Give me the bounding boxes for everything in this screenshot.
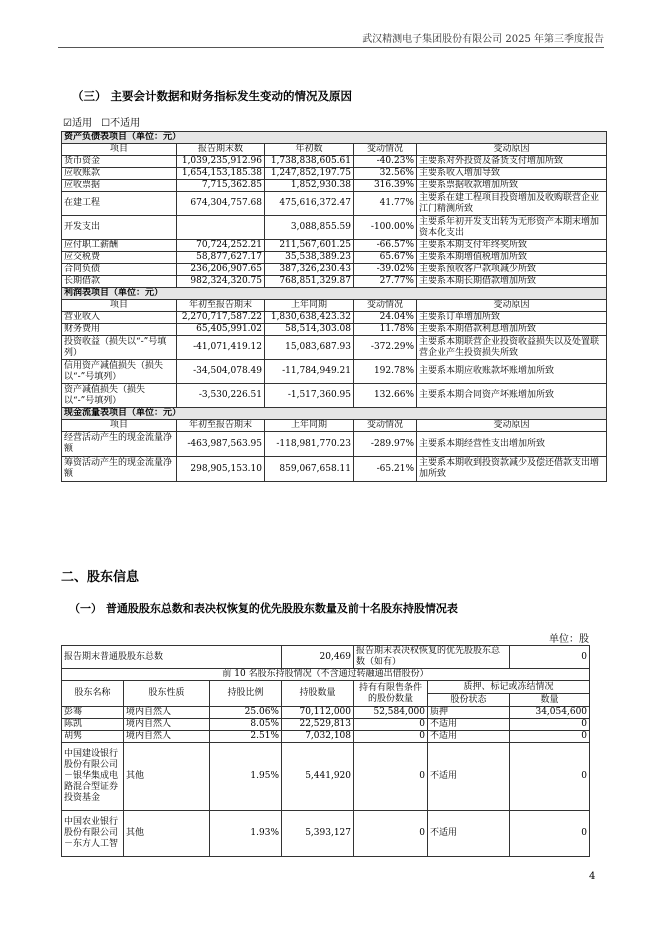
item-cell: 应收票据 bbox=[62, 180, 177, 192]
item-cell: 营业收入 bbox=[62, 312, 177, 324]
holder-restricted-cell: 0 bbox=[354, 719, 428, 731]
change-cell: 11.78% bbox=[354, 324, 417, 336]
current-value-cell: 70,724,252.21 bbox=[177, 240, 265, 252]
holder-count-cell: 34,054,600 bbox=[510, 707, 590, 719]
item-cell: 信用资产减值损失（损失以“-”号填列） bbox=[62, 360, 177, 384]
table-row bbox=[62, 811, 590, 857]
holder-count-cell: 0 bbox=[510, 731, 590, 743]
change-cell: 132.66% bbox=[354, 384, 417, 408]
top10-caption: 前 10 名股东持股情况（不含通过转融通出借股份） bbox=[62, 669, 590, 681]
table-row bbox=[62, 264, 607, 276]
prior-value-cell: 1,830,638,423.32 bbox=[265, 312, 354, 324]
holder-name-cell: 胡隽 bbox=[62, 731, 124, 743]
current-value-cell bbox=[177, 216, 265, 240]
current-value-cell: -34,504,078.49 bbox=[177, 360, 265, 384]
change-cell: -66.57% bbox=[354, 240, 417, 252]
table-row bbox=[62, 360, 607, 384]
change-cell: 32.56% bbox=[354, 168, 417, 180]
item-cell: 应收账款 bbox=[62, 168, 177, 180]
col-header-count: 数量 bbox=[510, 694, 590, 707]
prior-value-cell: 387,326,230.43 bbox=[265, 264, 354, 276]
col-header-ratio: 持股比例 bbox=[210, 681, 282, 707]
holder-name-cell: 彭骞 bbox=[62, 707, 124, 719]
col-header-nature: 股东性质 bbox=[124, 681, 210, 707]
col-header-prior: 上年同期 bbox=[265, 420, 354, 432]
holder-status-cell: 不适用 bbox=[428, 743, 510, 811]
current-value-cell: -41,071,419.12 bbox=[177, 336, 265, 360]
prior-value-cell: 3,088,855.59 bbox=[265, 216, 354, 240]
item-cell: 长期借款 bbox=[62, 276, 177, 288]
col-header-current: 报告期末数 bbox=[177, 144, 265, 156]
holder-nature-cell: 境内自然人 bbox=[124, 719, 210, 731]
prior-value-cell: 211,567,601.25 bbox=[265, 240, 354, 252]
not-applicable-checkbox[interactable]: ☐不适用 bbox=[101, 118, 141, 129]
holder-count-cell: 0 bbox=[510, 719, 590, 731]
total-holders-value: 20,469 bbox=[282, 646, 354, 669]
table-row bbox=[62, 731, 590, 743]
col-header-change: 变动情况 bbox=[354, 300, 417, 312]
pref-holders-value: 0 bbox=[510, 646, 590, 669]
reason-cell: 主要系预收客户款项减少所致 bbox=[417, 264, 607, 276]
reason-cell: 主要系对外投资及备货支付增加所致 bbox=[417, 156, 607, 168]
table-row bbox=[62, 457, 607, 482]
current-value-cell: 7,715,362.85 bbox=[177, 180, 265, 192]
section2-heading: 二、股东信息 bbox=[61, 570, 140, 585]
holder-nature-cell: 其他 bbox=[124, 743, 210, 811]
prior-value-cell: 1,738,838,605.61 bbox=[265, 156, 354, 168]
col-header-restricted: 持有有限售条件的股份数量 bbox=[354, 681, 428, 707]
holder-restricted-cell: 52,584,000 bbox=[354, 707, 428, 719]
holder-name-cell: 陈凯 bbox=[62, 719, 124, 731]
item-cell: 货币资金 bbox=[62, 156, 177, 168]
current-value-cell: -3,530,226.51 bbox=[177, 384, 265, 408]
balance-sheet-header-row bbox=[62, 144, 607, 156]
financial-changes-table bbox=[61, 131, 607, 482]
change-cell: 41.77% bbox=[354, 192, 417, 216]
item-cell: 财务费用 bbox=[62, 324, 177, 336]
item-cell: 应付职工薪酬 bbox=[62, 240, 177, 252]
holder-restricted-cell: 0 bbox=[354, 731, 428, 743]
holder-name-cell: 中国建设银行股份有限公司－银华集成电路混合型证券投资基金 bbox=[62, 743, 124, 811]
holder-name-cell: 中国农业银行股份有限公司－东方人工智 bbox=[62, 811, 124, 857]
section-title: （三） 主要会计数据和财务指标发生变动的情况及原因 bbox=[72, 89, 353, 103]
item-cell: 投资收益（损失以“-”号填列） bbox=[62, 336, 177, 360]
reason-cell: 主要系本期收到投资款减少及偿还借款支出增加所致 bbox=[417, 457, 607, 482]
holder-ratio-cell: 1.95% bbox=[210, 743, 282, 811]
prior-value-cell: 58,514,303.08 bbox=[265, 324, 354, 336]
item-cell: 应交税费 bbox=[62, 252, 177, 264]
col-header-reason: 变动原因 bbox=[417, 144, 607, 156]
col-header-pledge: 质押、标记或冻结情况 bbox=[428, 681, 590, 694]
current-value-cell: 674,304,757.68 bbox=[177, 192, 265, 216]
pref-holders-label: 报告期末表决权恢复的优先股股东总数（如有） bbox=[354, 646, 510, 669]
reason-cell: 主要系收入增加导致 bbox=[417, 168, 607, 180]
col-header-change: 变动情况 bbox=[354, 420, 417, 432]
item-cell: 在建工程 bbox=[62, 192, 177, 216]
table-row bbox=[62, 180, 607, 192]
change-cell: -100.00% bbox=[354, 216, 417, 240]
reason-cell: 主要系在建工程项目投资增加及收购联营企业江门精测所致 bbox=[417, 192, 607, 216]
holder-ratio-cell: 2.51% bbox=[210, 731, 282, 743]
col-header-qty: 持股数量 bbox=[282, 681, 354, 707]
prior-value-cell: -11,784,949.21 bbox=[265, 360, 354, 384]
current-value-cell: 236,206,907.65 bbox=[177, 264, 265, 276]
col-header-prior: 年初数 bbox=[265, 144, 354, 156]
holder-qty-cell: 70,112,000 bbox=[282, 707, 354, 719]
holder-qty-cell: 5,441,920 bbox=[282, 743, 354, 811]
page-number: 4 bbox=[589, 871, 596, 882]
change-cell: 65.67% bbox=[354, 252, 417, 264]
col-header-prior: 上年同期 bbox=[265, 300, 354, 312]
prior-value-cell: 35,538,389.23 bbox=[265, 252, 354, 264]
holder-status-cell: 不适用 bbox=[428, 719, 510, 731]
change-cell: 24.04% bbox=[354, 312, 417, 324]
holder-restricted-cell: 0 bbox=[354, 743, 428, 811]
col-header-status: 股份状态 bbox=[428, 694, 510, 707]
reason-cell: 主要系本期联营企业投资收益损失以及处置联营企业产生投资损失所致 bbox=[417, 336, 607, 360]
item-cell: 筹资活动产生的现金流量净额 bbox=[62, 457, 177, 482]
prior-value-cell: 475,616,372.47 bbox=[265, 192, 354, 216]
holder-count-cell: 0 bbox=[510, 811, 590, 857]
cash-flow-section-label: 现金流量表项目（单位：元） bbox=[62, 408, 607, 420]
col-header-name: 股东名称 bbox=[62, 681, 124, 707]
table-row bbox=[62, 216, 607, 240]
col-header-change: 变动情况 bbox=[354, 144, 417, 156]
prior-value-cell: 859,067,658.11 bbox=[265, 457, 354, 482]
col-header-item: 项目 bbox=[62, 144, 177, 156]
col-header-reason: 变动原因 bbox=[417, 420, 607, 432]
balance-sheet-section-label: 资产负债表项目（单位：元） bbox=[62, 132, 607, 144]
reason-cell: 主要系本期借款利息增加所致 bbox=[417, 324, 607, 336]
table-row bbox=[62, 743, 590, 811]
balance-sheet-section-row bbox=[62, 132, 607, 144]
current-value-cell: 298,905,153.10 bbox=[177, 457, 265, 482]
table-row bbox=[62, 384, 607, 408]
item-cell: 合同负债 bbox=[62, 264, 177, 276]
col-header-item: 项目 bbox=[62, 300, 177, 312]
change-cell: -372.29% bbox=[354, 336, 417, 360]
unit-label: 单位：股 bbox=[549, 634, 589, 645]
reason-cell: 主要系本期长期借款增加所致 bbox=[417, 276, 607, 288]
holder-nature-cell: 境内自然人 bbox=[124, 731, 210, 743]
change-cell: 316.39% bbox=[354, 180, 417, 192]
reason-cell: 主要系本期合同资产坏账增加所致 bbox=[417, 384, 607, 408]
income-statement-section-label: 利润表项目（单位：元） bbox=[62, 288, 607, 300]
applicability-line bbox=[63, 114, 146, 129]
income-statement-header-row bbox=[62, 300, 607, 312]
table-row bbox=[62, 707, 590, 719]
current-value-cell: -463,987,563.95 bbox=[177, 432, 265, 457]
current-value-cell: 58,877,627.17 bbox=[177, 252, 265, 264]
holder-ratio-cell: 1.93% bbox=[210, 811, 282, 857]
table-row bbox=[62, 432, 607, 457]
change-cell: -40.23% bbox=[354, 156, 417, 168]
table-row bbox=[62, 240, 607, 252]
prior-value-cell: 15,083,687.93 bbox=[265, 336, 354, 360]
table-row bbox=[62, 168, 607, 180]
holder-status-cell: 不适用 bbox=[428, 731, 510, 743]
holder-nature-cell: 境内自然人 bbox=[124, 707, 210, 719]
col-header-reason: 变动原因 bbox=[417, 300, 607, 312]
reason-cell: 主要系本期增值税增加所致 bbox=[417, 252, 607, 264]
cash-flow-header-row bbox=[62, 420, 607, 432]
table-row bbox=[62, 192, 607, 216]
income-statement-section-row bbox=[62, 288, 607, 300]
report-header: 武汉精测电子集团股份有限公司 2025 年第三季度报告 bbox=[362, 34, 604, 45]
reason-cell: 主要系本期应收账款坏账增加所致 bbox=[417, 360, 607, 384]
prior-value-cell: -118,981,770.23 bbox=[265, 432, 354, 457]
section2-subheading: （一） 普通股股东总数和表决权恢复的优先股股东数量及前十名股东持股情况表 bbox=[69, 602, 458, 615]
prior-value-cell: 1,247,852,197.75 bbox=[265, 168, 354, 180]
reason-cell: 主要系订单增加所致 bbox=[417, 312, 607, 324]
current-value-cell: 1,654,153,185.38 bbox=[177, 168, 265, 180]
change-cell: -289.97% bbox=[354, 432, 417, 457]
applicable-checkbox[interactable]: ☑适用 bbox=[63, 118, 92, 129]
col-header-current: 年初至报告期末 bbox=[177, 420, 265, 432]
reason-cell: 主要系本期支付年终奖所致 bbox=[417, 240, 607, 252]
table-row bbox=[62, 312, 607, 324]
holder-qty-cell: 5,393,127 bbox=[282, 811, 354, 857]
prior-value-cell: 768,851,329.87 bbox=[265, 276, 354, 288]
prior-value-cell: 1,852,930.38 bbox=[265, 180, 354, 192]
holder-count-cell: 0 bbox=[510, 743, 590, 811]
holder-restricted-cell: 0 bbox=[354, 811, 428, 857]
table-row bbox=[62, 252, 607, 264]
reason-cell: 主要系年初开发支出转为无形资产本期末增加资本化支出 bbox=[417, 216, 607, 240]
item-cell: 资产减值损失（损失以“-”号填列） bbox=[62, 384, 177, 408]
col-header-current: 年初至报告期末 bbox=[177, 300, 265, 312]
holder-qty-cell: 7,032,108 bbox=[282, 731, 354, 743]
item-cell: 经营活动产生的现金流量净额 bbox=[62, 432, 177, 457]
header-divider bbox=[58, 47, 604, 48]
holder-nature-cell: 其他 bbox=[124, 811, 210, 857]
table-row bbox=[62, 276, 607, 288]
current-value-cell: 65,405,991.02 bbox=[177, 324, 265, 336]
table-row bbox=[62, 336, 607, 360]
reason-cell: 主要系票据收款增加所致 bbox=[417, 180, 607, 192]
item-cell: 开发支出 bbox=[62, 216, 177, 240]
shareholder-table bbox=[61, 645, 590, 857]
table-row bbox=[62, 156, 607, 168]
change-cell: -39.02% bbox=[354, 264, 417, 276]
holder-status-cell: 不适用 bbox=[428, 811, 510, 857]
reason-cell: 主要系本期经营性支出增加所致 bbox=[417, 432, 607, 457]
table-row bbox=[62, 324, 607, 336]
holder-status-cell: 质押 bbox=[428, 707, 510, 719]
table-row bbox=[62, 719, 590, 731]
change-cell: -65.21% bbox=[354, 457, 417, 482]
current-value-cell: 982,324,320.75 bbox=[177, 276, 265, 288]
holder-qty-cell: 22,529,813 bbox=[282, 719, 354, 731]
current-value-cell: 1,039,235,912.96 bbox=[177, 156, 265, 168]
current-value-cell: 2,270,717,587.22 bbox=[177, 312, 265, 324]
change-cell: 27.77% bbox=[354, 276, 417, 288]
holder-ratio-cell: 8.05% bbox=[210, 719, 282, 731]
cash-flow-section-row bbox=[62, 408, 607, 420]
change-cell: 192.78% bbox=[354, 360, 417, 384]
holder-ratio-cell: 25.06% bbox=[210, 707, 282, 719]
col-header-item: 项目 bbox=[62, 420, 177, 432]
total-holders-label: 报告期末普通股股东总数 bbox=[62, 646, 282, 669]
prior-value-cell: -1,517,360.95 bbox=[265, 384, 354, 408]
